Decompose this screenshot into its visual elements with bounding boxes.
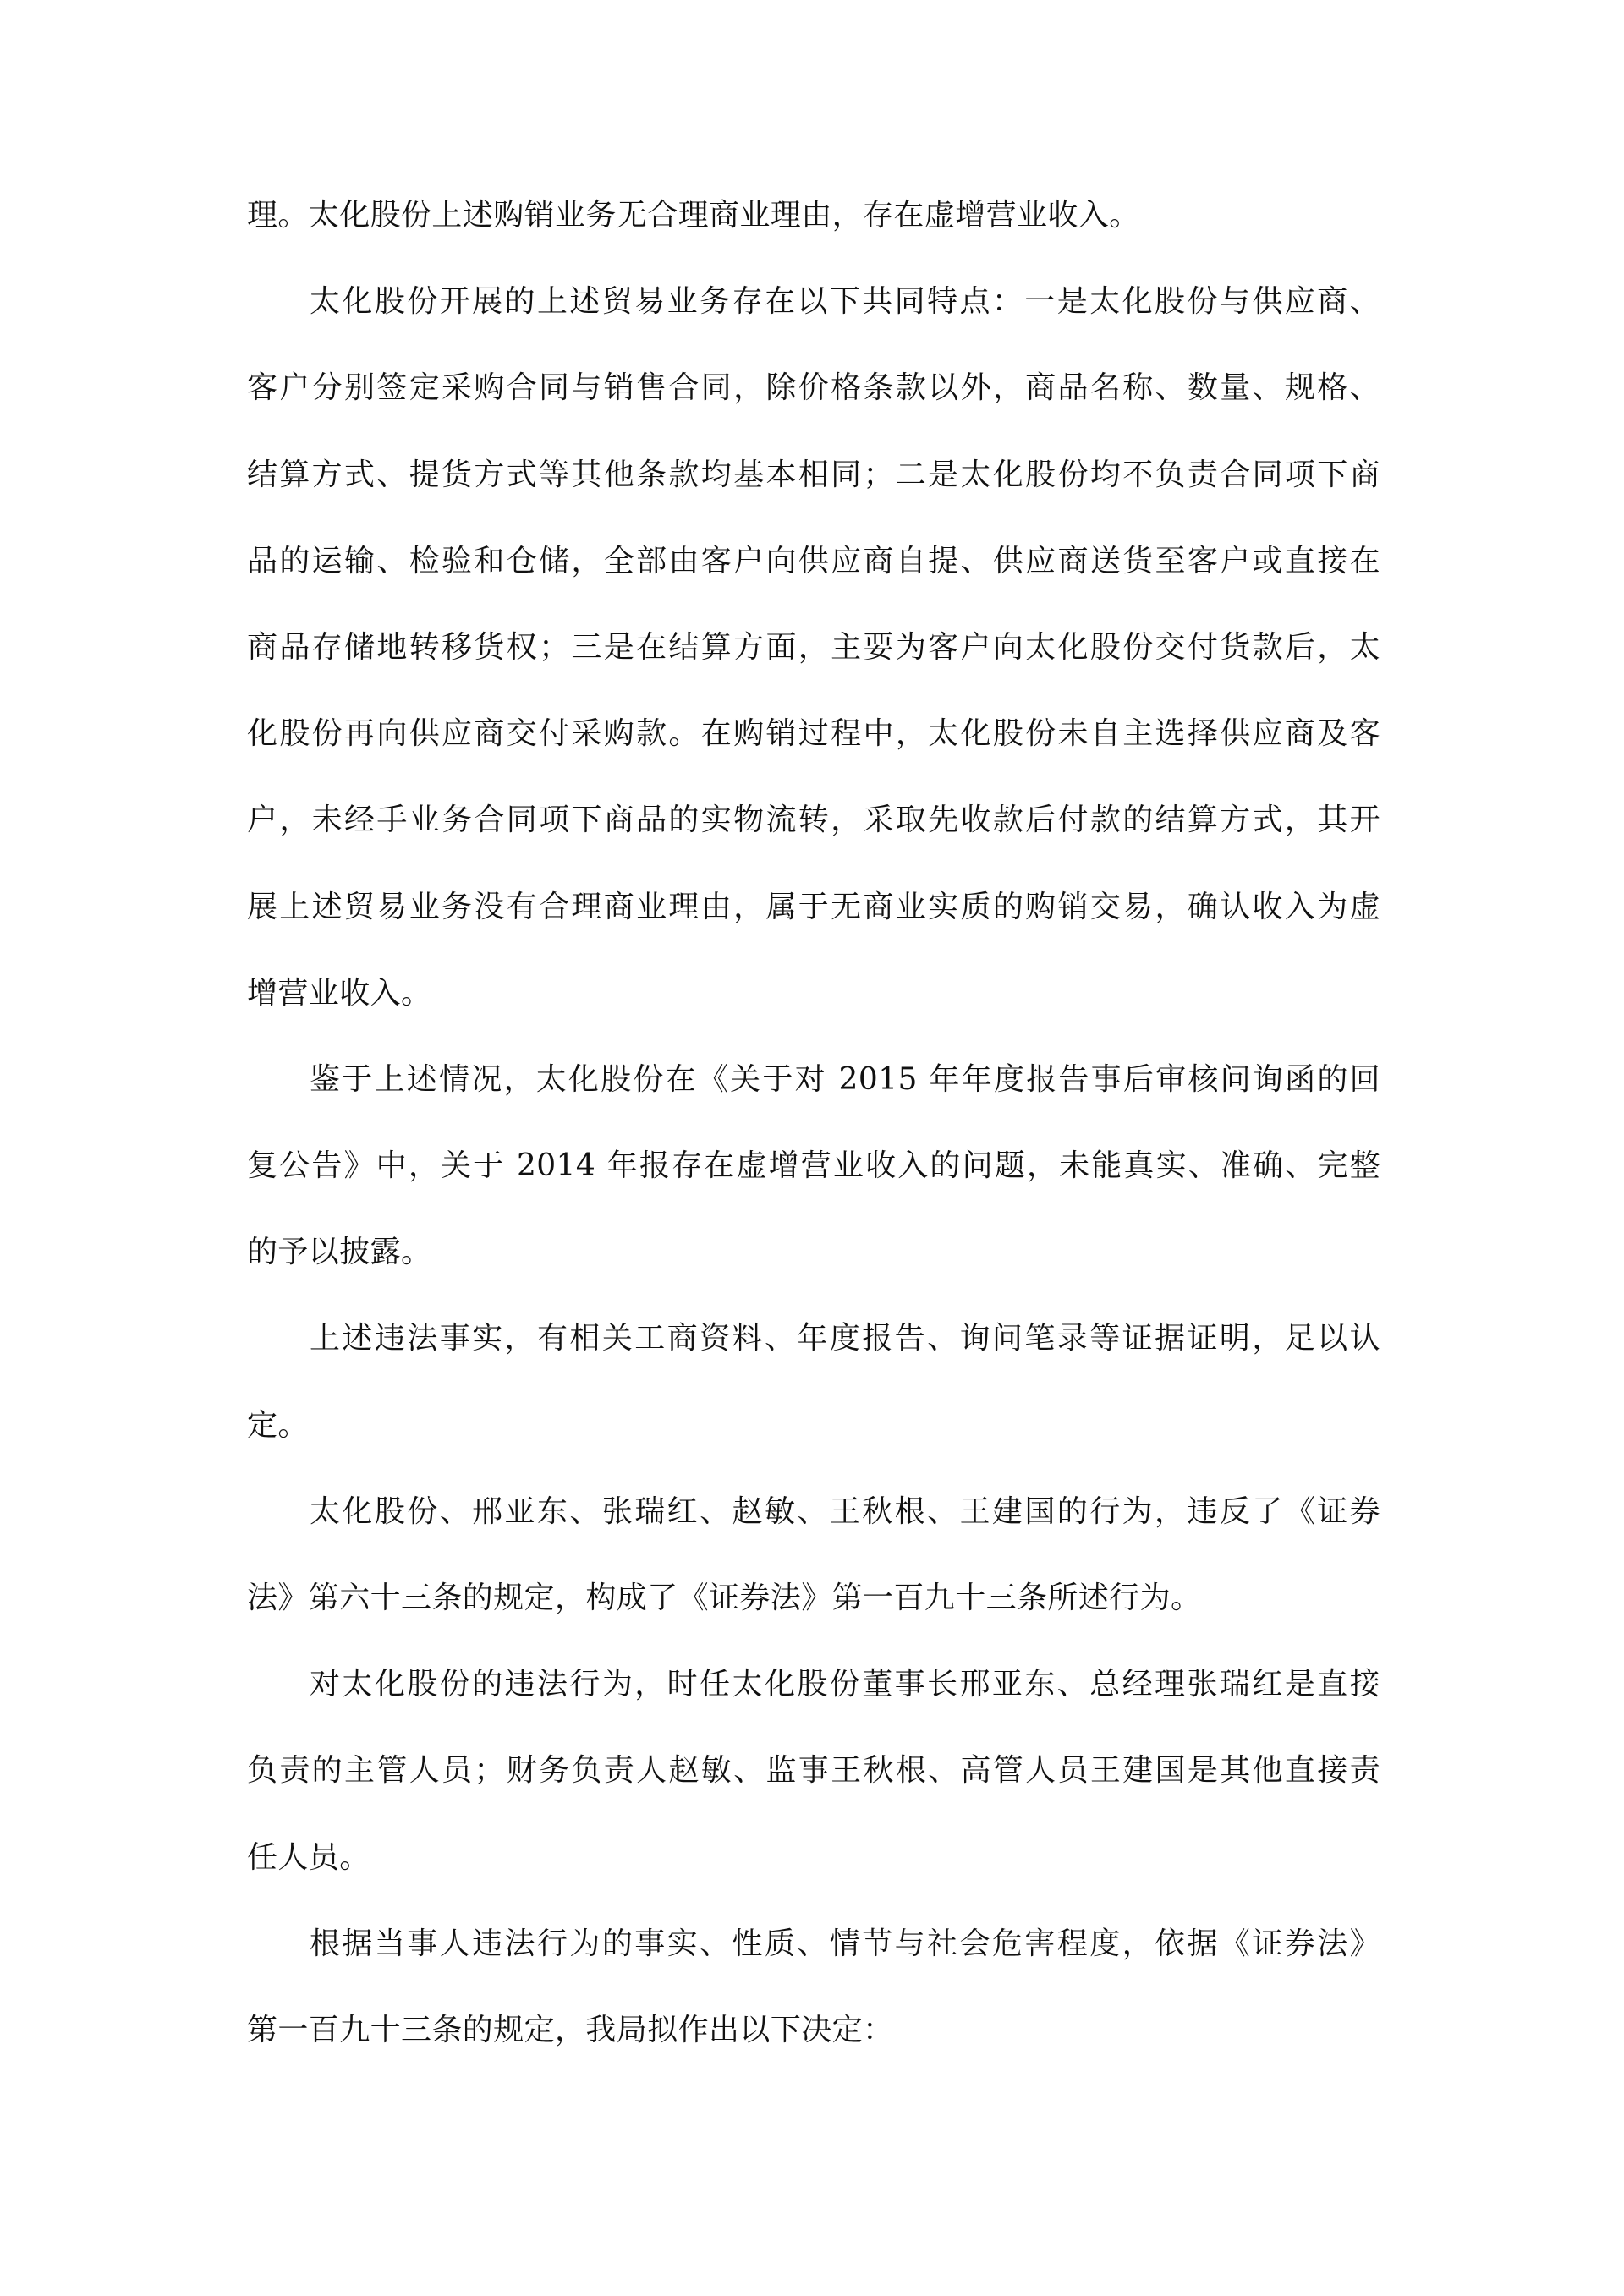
text-line: 任人员。 [247, 1839, 370, 1875]
document-body [247, 173, 1380, 2074]
text-line: 鉴于上述情况，太化股份在《关于对 2015 年年度报告事后审核问询函的回 [310, 1061, 1380, 1097]
text-line: 展上述贸易业务没有合理商业理由，属于无商业实质的购销交易，确认收入为虚 [247, 889, 1380, 924]
text-line: 太化股份开展的上述贸易业务存在以下共同特点：一是太化股份与供应商、 [310, 284, 1380, 320]
text-line: 化股份再向供应商交付采购款。在购销过程中，太化股份未自主选择供应商及客 [247, 716, 1380, 752]
text-line: 第一百九十三条的规定，我局拟作出以下决定： [247, 2012, 894, 2047]
text-line: 理。太化股份上述购销业务无合理商业理由，存在虚增营业收入。 [247, 198, 1140, 233]
text-line: 对太化股份的违法行为，时任太化股份董事长邢亚东、总经理张瑞红是直接 [310, 1667, 1380, 1702]
text-line: 法》第六十三条的规定，构成了《证券法》第一百九十三条所述行为。 [247, 1581, 1202, 1615]
paragraph-conclusion-fragment [247, 173, 1380, 259]
paragraph-responsible-persons [247, 1641, 1380, 1901]
text-line: 负责的主管人员；财务负责人赵敏、监事王秋根、高管人员王建国是其他直接责 [247, 1753, 1380, 1789]
paragraph-evidence [247, 1296, 1380, 1468]
paragraph-trade-characteristics [247, 259, 1380, 1037]
text-line: 的予以披露。 [247, 1235, 432, 1270]
text-line: 结算方式、提货方式等其他条款均基本相同；二是太化股份均不负责合同项下商 [247, 457, 1380, 492]
text-line: 定。 [247, 1407, 309, 1443]
text-line: 增营业收入。 [247, 975, 432, 1011]
text-line: 品的运输、检验和仓储，全部由客户向供应商自提、供应商送货至客户或直接在 [247, 543, 1380, 578]
text-line: 太化股份、邢亚东、张瑞红、赵敏、王秋根、王建国的行为，违反了《证券 [310, 1493, 1380, 1529]
paragraph-disclosure-failure [247, 1037, 1380, 1296]
text-line: 商品存储地转移货权；三是在结算方面，主要为客户向太化股份交付货款后，太 [247, 629, 1380, 665]
text-line: 户，未经手业务合同项下商品的实物流转，采取先收款后付款的结算方式，其开 [247, 803, 1380, 838]
text-line: 客户分别签定采购合同与销售合同，除价格条款以外，商品名称、数量、规格、 [247, 370, 1380, 406]
text-line: 上述违法事实，有相关工商资料、年度报告、询问笔录等证据证明，足以认 [310, 1321, 1380, 1356]
text-line: 复公告》中，关于 2014 年报存在虚增营业收入的问题，未能真实、准确、完整 [247, 1148, 1380, 1184]
paragraph-decision-basis [247, 1901, 1380, 2074]
paragraph-violation [247, 1469, 1380, 1641]
text-line: 根据当事人违法行为的事实、性质、情节与社会危害程度，依据《证券法》 [310, 1926, 1380, 1961]
